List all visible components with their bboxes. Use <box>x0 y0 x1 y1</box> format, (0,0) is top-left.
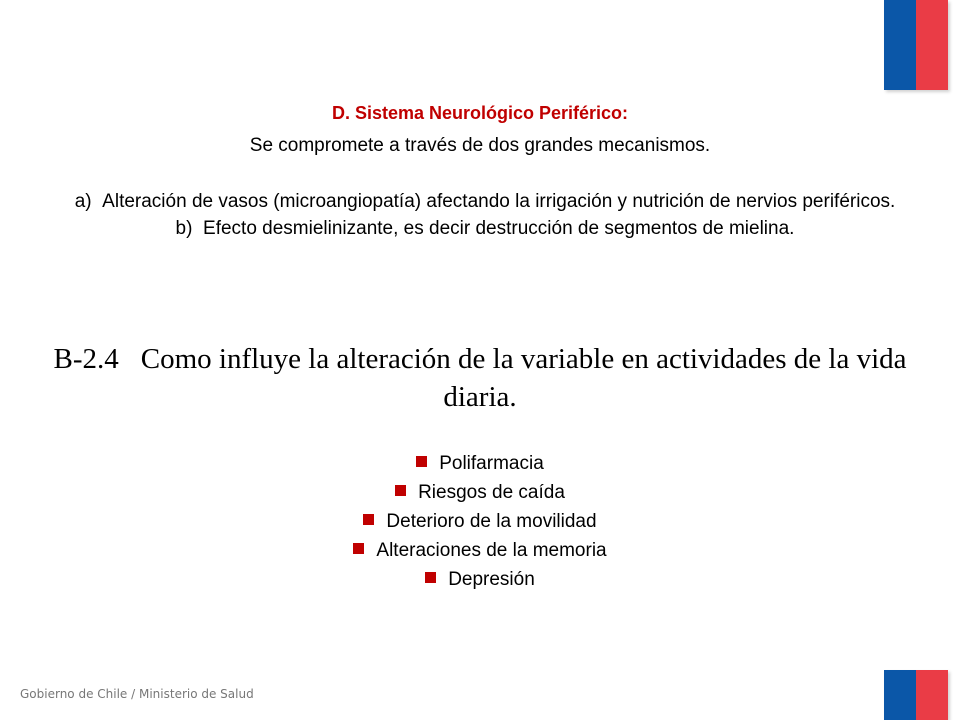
list-item <box>0 536 960 565</box>
list-item-label: Polifarmacia <box>439 453 544 474</box>
mechanism-list <box>60 188 910 242</box>
square-bullet-icon <box>416 456 427 467</box>
square-bullet-icon <box>395 485 406 496</box>
square-bullet-icon <box>425 572 436 583</box>
section-code: B-2.4 <box>53 343 119 375</box>
flag-blue-stripe <box>884 0 916 90</box>
mechanism-marker: b) <box>175 218 193 239</box>
square-bullet-icon <box>353 543 364 554</box>
square-bullet-icon <box>363 514 374 525</box>
section-title <box>40 100 920 126</box>
section-heading-text: Como influye la alteración de la variable en actividades de la vida diaria. <box>140 343 907 413</box>
list-item-label: Deterioro de la movilidad <box>386 511 597 532</box>
list-item <box>0 565 960 594</box>
section-intro: Se compromete a través de dos grandes mecanismos. <box>249 135 711 156</box>
list-item-label: Alteraciones de la memoria <box>376 540 607 561</box>
footer-text: Gobierno de Chile / Ministerio de Salud <box>20 687 254 701</box>
list-item <box>0 507 960 536</box>
flag-red-stripe <box>916 670 948 720</box>
flag-blue-stripe <box>884 670 916 720</box>
chile-flag-stripes-icon <box>884 0 948 90</box>
list-item <box>0 449 960 478</box>
list-item <box>0 478 960 507</box>
section-heading <box>40 340 920 416</box>
mechanism-text: Alteración de vasos (microangiopatía) afectando la irrigación y nutrición de nervios periféricos. <box>102 191 896 212</box>
chile-flag-stripes-icon <box>884 670 948 720</box>
mechanism-item-a <box>60 188 910 215</box>
list-item-label: Riesgos de caída <box>418 482 565 503</box>
mechanism-text: Efecto desmielinizante, es decir destrucción de segmentos de mielina. <box>203 218 795 239</box>
section-title-text: D. Sistema Neurológico Periférico: <box>331 103 629 123</box>
bullet-list <box>0 449 960 594</box>
mechanism-item-b <box>60 215 910 242</box>
list-item-label: Depresión <box>448 569 535 590</box>
flag-red-stripe <box>916 0 948 90</box>
mechanism-marker: a) <box>74 191 92 212</box>
